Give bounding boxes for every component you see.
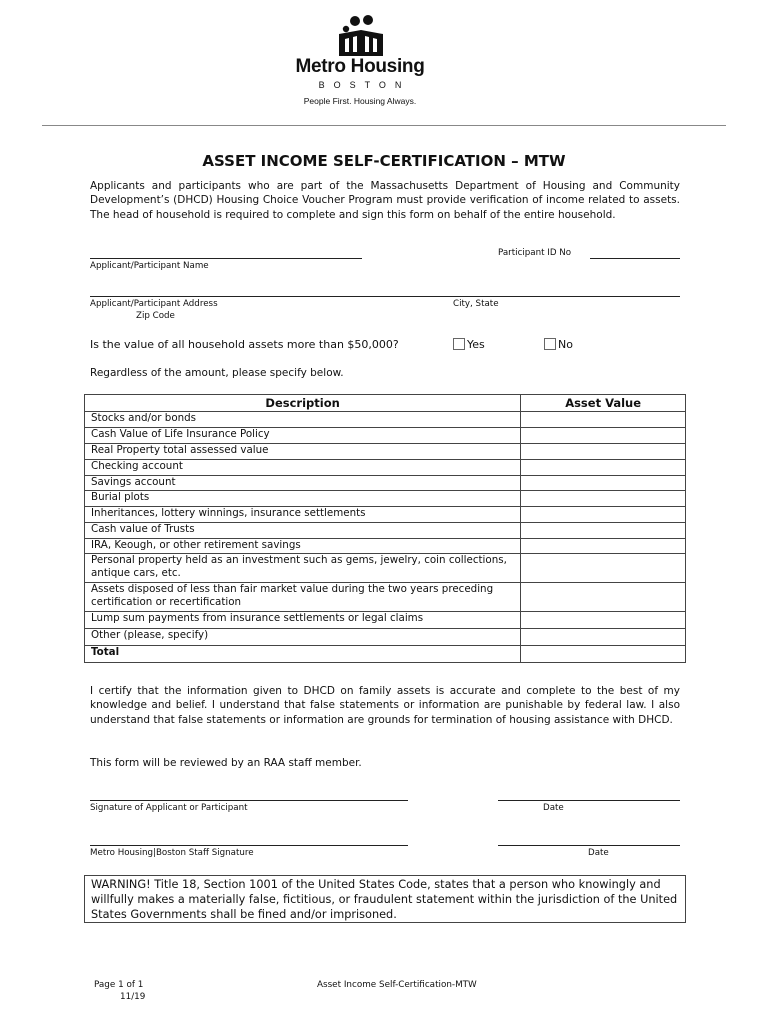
row-description: Checking account bbox=[85, 460, 521, 476]
footer-page: Page 1 of 1 bbox=[94, 980, 144, 990]
row-description: Assets disposed of less than fair market value during the two years preceding certification or recertification bbox=[85, 583, 521, 612]
review-note: This form will be reviewed by an RAA staff member. bbox=[90, 757, 362, 769]
footer-form-name: Asset Income Self-Certification-MTW bbox=[317, 980, 477, 990]
page-title: ASSET INCOME SELF-CERTIFICATION – MTW bbox=[202, 152, 566, 170]
table-row bbox=[85, 444, 686, 460]
assets-question: Is the value of all household assets more than $50,000? bbox=[90, 338, 399, 351]
date2-label: Date bbox=[588, 848, 609, 858]
address-line[interactable] bbox=[90, 296, 680, 297]
assets-table bbox=[84, 394, 686, 663]
warning-box: WARNING! Title 18, Section 1001 of the United States Code, states that a person who knowingly and willfully makes a materially false, fictitious, or fraudulent statement within the jurisdiction of the United States Governments shall be fined and/or imprisoned. bbox=[84, 875, 686, 923]
row-description: Savings account bbox=[85, 476, 521, 491]
asset-value-cell[interactable] bbox=[521, 629, 686, 646]
asset-value-cell[interactable] bbox=[521, 491, 686, 507]
applicant-signature-label: Signature of Applicant or Participant bbox=[90, 803, 248, 813]
footer-date: 11/19 bbox=[120, 992, 146, 1002]
logo-city: BOSTON bbox=[318, 80, 411, 90]
metro-housing-logo-icon bbox=[336, 14, 386, 58]
intro-paragraph: Applicants and participants who are part of the Massachusetts Department of Housing and Community Development’s (DHCD) Housing Choice Voucher Program must provide verification of income related to assets. The head of household is required to complete and sign this form on behalf of the entire household. bbox=[90, 180, 680, 221]
table-row bbox=[85, 507, 686, 523]
asset-value-cell[interactable] bbox=[521, 554, 686, 583]
asset-value-cell[interactable] bbox=[521, 539, 686, 554]
date2-line[interactable] bbox=[498, 845, 680, 846]
logo-name: Metro Housing bbox=[295, 56, 425, 77]
table-row bbox=[85, 523, 686, 539]
table-row bbox=[85, 612, 686, 629]
row-description: Cash Value of Life Insurance Policy bbox=[85, 428, 521, 444]
description-header: Description bbox=[85, 395, 521, 412]
total-value-cell[interactable] bbox=[521, 646, 686, 663]
staff-signature-label: Metro Housing|Boston Staff Signature bbox=[90, 848, 254, 858]
zip-label: Zip Code bbox=[136, 311, 175, 321]
regardless-note: Regardless of the amount, please specify below. bbox=[90, 367, 344, 379]
asset-value-header: Asset Value bbox=[521, 395, 686, 412]
row-description: Lump sum payments from insurance settlements or legal claims bbox=[85, 612, 521, 629]
name-label: Applicant/Participant Name bbox=[90, 261, 209, 271]
table-row bbox=[85, 539, 686, 554]
table-row bbox=[85, 583, 686, 612]
asset-value-cell[interactable] bbox=[521, 460, 686, 476]
table-row bbox=[85, 412, 686, 428]
table-row bbox=[85, 460, 686, 476]
date1-line[interactable] bbox=[498, 800, 680, 801]
row-description: Stocks and/or bonds bbox=[85, 412, 521, 428]
yes-label: Yes bbox=[467, 338, 485, 351]
logo-tagline: People First. Housing Always. bbox=[303, 96, 417, 106]
table-row bbox=[85, 476, 686, 491]
table-row bbox=[85, 491, 686, 507]
asset-value-cell[interactable] bbox=[521, 444, 686, 460]
table-row bbox=[85, 428, 686, 444]
name-line[interactable] bbox=[90, 258, 362, 259]
staff-signature-line[interactable] bbox=[90, 845, 408, 846]
table-header-row bbox=[85, 395, 686, 412]
total-label: Total bbox=[85, 646, 521, 663]
asset-value-cell[interactable] bbox=[521, 507, 686, 523]
asset-value-cell[interactable] bbox=[521, 612, 686, 629]
row-description: Burial plots bbox=[85, 491, 521, 507]
participant-id-line[interactable] bbox=[590, 258, 680, 259]
row-description: Other (please, specify) bbox=[85, 629, 521, 646]
certification-paragraph: I certify that the information given to DHCD on family assets is accurate and complete to the best of my knowledge and belief. I understand that false statements or information are punishable by federal law. I also understand that false statements or information are grounds for termination of housing assistance with DHCD. bbox=[90, 685, 680, 726]
no-label: No bbox=[558, 338, 573, 351]
asset-value-cell[interactable] bbox=[521, 583, 686, 612]
address-label: Applicant/Participant Address bbox=[90, 299, 218, 309]
asset-value-cell[interactable] bbox=[521, 476, 686, 491]
participant-id-label: Participant ID No bbox=[498, 248, 572, 258]
row-description: Cash value of Trusts bbox=[85, 523, 521, 539]
table-row bbox=[85, 554, 686, 583]
city-state-label: City, State bbox=[453, 299, 499, 309]
no-checkbox[interactable] bbox=[544, 338, 556, 350]
table-row bbox=[85, 646, 686, 663]
asset-value-cell[interactable] bbox=[521, 412, 686, 428]
table-row bbox=[85, 629, 686, 646]
row-description: IRA, Keough, or other retirement savings bbox=[85, 539, 521, 554]
applicant-signature-line[interactable] bbox=[90, 800, 408, 801]
row-description: Inheritances, lottery winnings, insurance settlements bbox=[85, 507, 521, 523]
header-divider bbox=[42, 125, 726, 126]
asset-value-cell[interactable] bbox=[521, 523, 686, 539]
date1-label: Date bbox=[543, 803, 564, 813]
asset-value-cell[interactable] bbox=[521, 428, 686, 444]
yes-checkbox[interactable] bbox=[453, 338, 465, 350]
row-description: Real Property total assessed value bbox=[85, 444, 521, 460]
row-description: Personal property held as an investment such as gems, jewelry, coin collections, antique cars, etc. bbox=[85, 554, 521, 583]
